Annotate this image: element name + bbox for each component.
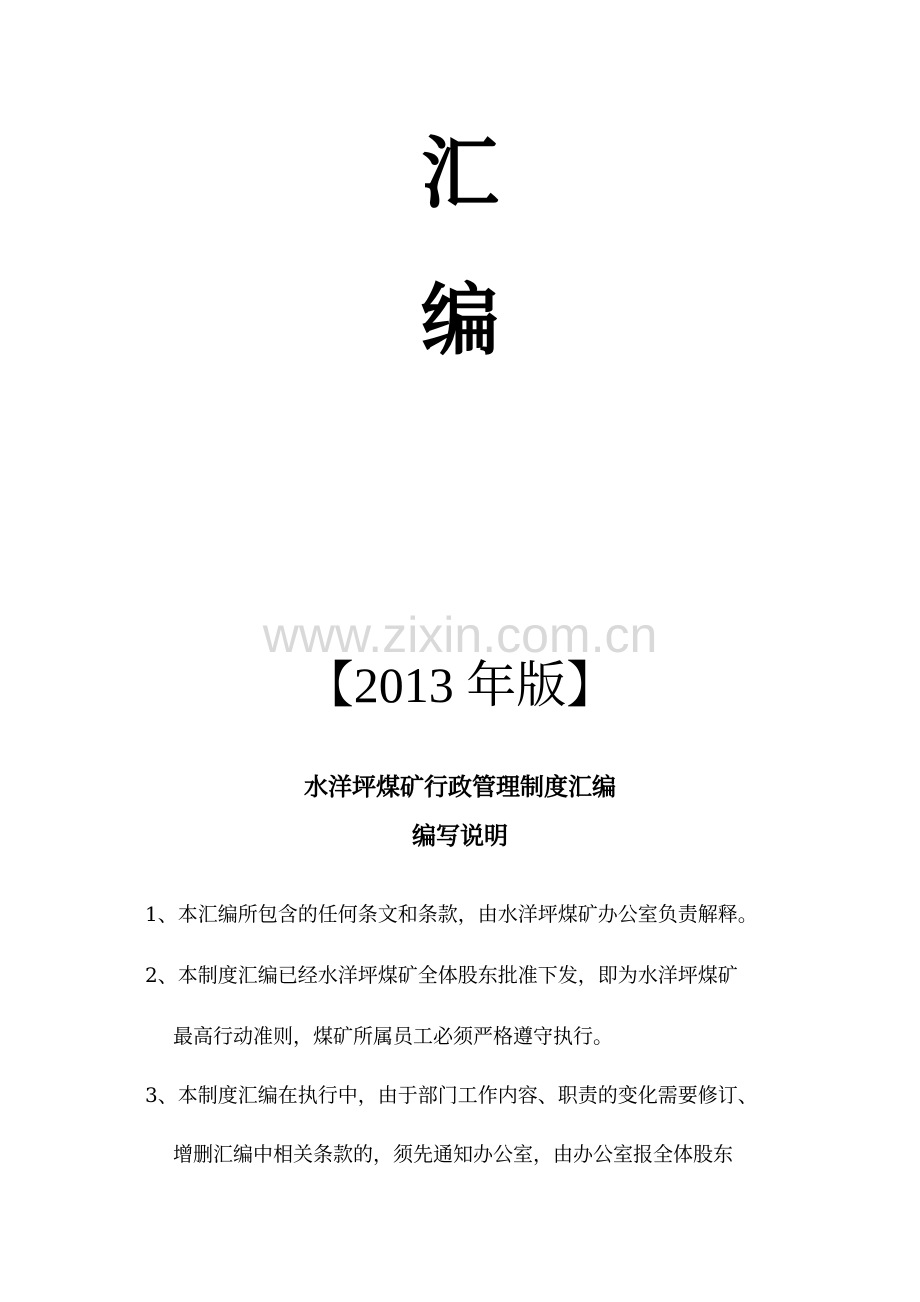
document-title: 水洋坪煤矿行政管理制度汇编	[304, 773, 616, 801]
clause-3-line-1: 3、本制度汇编在执行中，由于部门工作内容、职责的变化需要修订、	[145, 1083, 758, 1107]
clause-2-line-1: 2、本制度汇编已经水洋坪煤矿全体股东批准下发，即为水洋坪煤矿	[145, 963, 738, 987]
cover-title-char-bian: 编	[420, 276, 499, 366]
clause-2-line-2: 最高行动准则，煤矿所属员工必须严格遵守执行。	[173, 1024, 613, 1048]
clause-3-line-2: 增删汇编中相关条款的，须先通知办公室，由办公室报全体股东	[173, 1142, 733, 1166]
document-subtitle: 编写说明	[412, 822, 508, 850]
clause-1-line: 1、本汇编所包含的任何条文和条款，由水洋坪煤矿办公室负责解释。	[145, 902, 758, 926]
edition-label: 【2013 年版】	[303, 657, 617, 713]
watermark: www.zixin.com.cn	[262, 607, 658, 663]
cover-title-char-hui: 汇	[420, 129, 499, 219]
